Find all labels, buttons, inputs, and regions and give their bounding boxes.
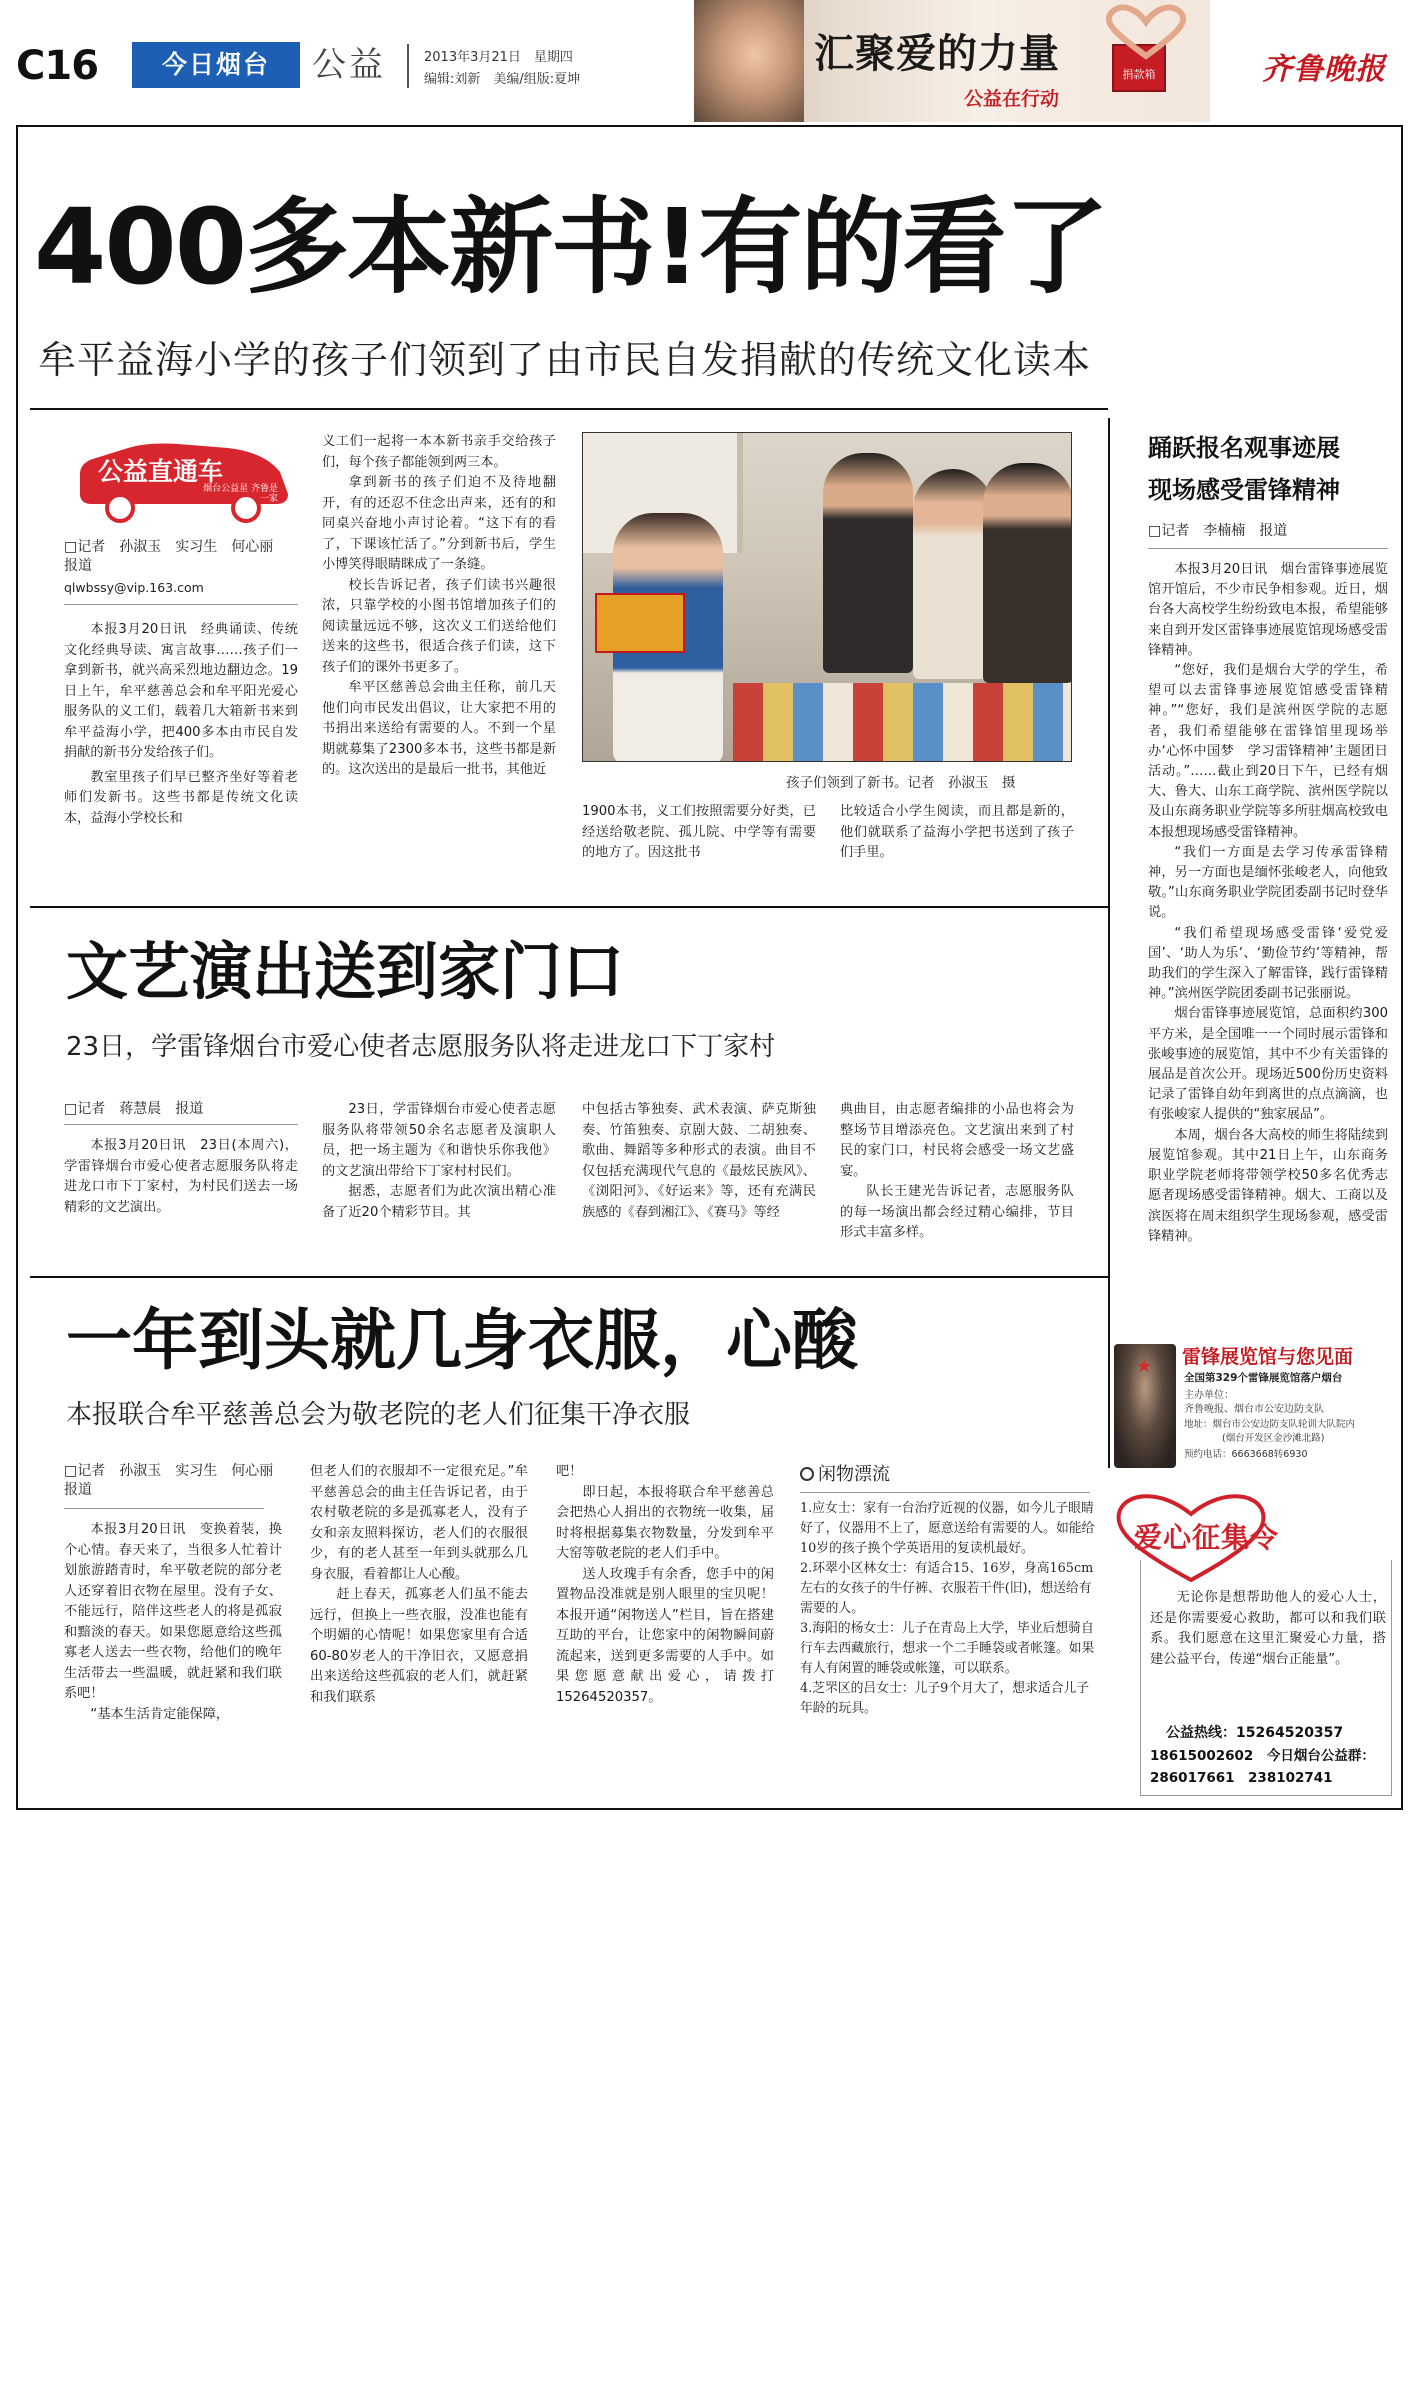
photo-caption: 孩子们领到了新书。记者 孙淑玉 摄 xyxy=(786,775,1016,791)
story3-col2 xyxy=(310,1462,528,1708)
story2-col4 xyxy=(840,1100,1074,1244)
love-title: 爱心征集令 xyxy=(1134,1521,1280,1554)
paragraph: “我们一方面是去学习传承雷锋精神，另一方面也是缅怀张峻老人，向他致敬。”山东商务职业学院团委副书记时登华说。 xyxy=(1148,844,1388,921)
heart-hands-icon xyxy=(1096,4,1196,60)
paragraph: 但老人们的衣服却不一定很充足。”牟平慈善总会的曲主任告诉记者，由于农村敬老院的多是孤寡老人，没有子女和亲友照料探访，老人们的衣服很少，有的老人甚至一年到头就那么几身衣服，看着都让人心酸。 xyxy=(310,1464,528,1582)
paragraph: 典曲目，由志愿者编排的小品也将会为整场节目增添亮色。文艺演出来到了村民的家门口，村民将会感受一场文艺盛宴。 xyxy=(840,1102,1074,1179)
ad-line-3: 齐鲁晚报、烟台市公安边防支队 xyxy=(1184,1404,1324,1415)
ad-line-6: 预约电话：6663668转6930 xyxy=(1184,1449,1308,1460)
story3-subhead: 本报联合牟平慈善总会为敬老院的老人们征集干净衣服 xyxy=(66,1400,691,1430)
paragraph: “基本生活肯定能保障， xyxy=(90,1706,230,1722)
paragraph: 23日，学雷锋烟台市爱心使者志愿服务队将带领50余名志愿者及演职人员，把一场主题为《和谐快乐你我他》的文艺演出带给下丁家村村民们。 xyxy=(322,1102,556,1179)
love-notice xyxy=(1106,1490,1396,1802)
ad-line-4: 地址：烟台市公安边防支队轮训大队院内 xyxy=(1184,1419,1356,1430)
story3-byline-rule xyxy=(64,1508,264,1509)
paragraph: 无论你是想帮助他人的爱心人士，还是你需要爱心救助，都可以和我们联系。我们愿意在这里汇聚爱心力量，搭建公益平台，传递“烟台正能量”。 xyxy=(1150,1590,1386,1667)
paragraph: 校长告诉记者，孩子们读书兴趣很浓，只靠学校的小图书馆增加孩子们的阅读量远远不够，这次义工们送给他们送来的这些书，很适合孩子们读，这下孩子们的课外书更多了。 xyxy=(322,577,556,675)
story1-top-rule xyxy=(30,408,1108,410)
story2-col2 xyxy=(322,1100,556,1223)
logo-title: 公益直通车 xyxy=(98,457,224,486)
issue-date: 2013年3月21日 星期四 xyxy=(424,50,573,65)
paragraph: 拿到新书的孩子们迫不及待地翻开，有的还忍不住念出声来，还有的和同桌兴奋地小声讨论着。“这下有的看了，下课该忙活了。”分到新书后，学生小博笑得眼睛眯成了一条缝。 xyxy=(322,475,556,572)
paragraph: 本周，烟台各大高校的师生将陆续到展览馆参观。其中21日上午，山东商务职业学院老师将带领学校50多名优秀志愿者现场感受雷锋精神。烟大、工商以及滨医将在周末组织学生现场参观，感受雷锋精神。 xyxy=(1148,1127,1388,1244)
story2-byline: □记者 蒋慧晨 报道 xyxy=(64,1101,204,1117)
topic-label: 公益 xyxy=(312,45,386,85)
photo-adult-3 xyxy=(983,463,1072,683)
photo-book xyxy=(595,593,685,653)
story1-col2 xyxy=(322,432,556,781)
sidebar-title-1: 踊跃报名观事迹展 xyxy=(1148,434,1340,462)
story1-headline: 400多本新书!有的看了 xyxy=(34,186,1107,308)
paragraph: 义工们一起将一本本新书亲手交给孩子们，每个孩子都能领到两三本。 xyxy=(322,434,556,470)
idle-items-list xyxy=(800,1499,1096,1719)
photo-adult-1 xyxy=(823,453,913,673)
ad-line-1: 全国第329个雷锋展览馆落户烟台 xyxy=(1184,1372,1343,1384)
sidebar-byline-rule xyxy=(1148,548,1388,549)
paragraph: 1900本书，义工们按照需要分好类，已经送给敬老院、孤儿院、中学等有需要的地方了。因这批书 xyxy=(582,804,816,860)
paragraph: 送人玫瑰手有余香，您手中的闲置物品没准就是别人眼里的宝贝呢！本报开通“闲物送人”栏目，旨在搭建互助的平台，让您家中的闲物瞬间蔚流起来，送到更多需要的人手中。如果您愿意献出爱心，请拨打15264520357。 xyxy=(556,1566,774,1705)
sidebar-body xyxy=(1148,560,1388,1247)
paragraph: 牟平区慈善总会曲主任称，前几天他们向市民发出倡议，让大家把不用的书捐出来送给有需要的人。不到一个星期就募集了2300多本书，这些书都是新的。这次送出的是最后一批书，其他近 xyxy=(322,680,556,777)
paragraph: 据悉，志愿者们为此次演出精心准备了近20个精彩节目。其 xyxy=(322,1184,556,1220)
story2-col3 xyxy=(582,1100,816,1223)
paper-logo: 齐鲁晚报 xyxy=(1262,52,1386,87)
paragraph: “您好，我们是烟台大学的学生，希望可以去雷锋事迹展览馆感受雷锋精神。”“您好，我们是滨州医学院的志愿者，我们希望能够在雷锋馆里现场举办‘心怀中国梦 学习雷锋精神’主题团日活动。”……截止到20日下午，已经有烟大、鲁大、山东工商学院、滨州医学院以及山东商务职业学院等多所驻烟高校致电本报想现场感受雷锋精神。 xyxy=(1148,663,1388,840)
paragraph: 烟台雷锋事迹展览馆，总面积约300平方米，是全国唯一一个同时展示雷锋和张峻事迹的展览馆，其中不少有关雷锋的展品是首次公开。现场近500份历史资料记录了雷锋自幼年到离世的点点滴滴，也有张峻家人提供的“独家展品”。 xyxy=(1148,1006,1388,1123)
banner-subtitle: 公益在行动 xyxy=(964,88,1060,110)
paragraph: 教室里孩子们早已整齐坐好等着老师们发新书。这些书都是传统文化读本，益海小学校长和 xyxy=(64,769,298,826)
paragraph: 即日起，本报将联合牟平慈善总会把热心人捐出的衣物统一收集，届时将根据募集衣物数量，分发到牟平大窑等敬老院的老人们手中。 xyxy=(556,1484,774,1561)
love-phones-1: 18615002602 今日烟台公益群： xyxy=(1150,1748,1375,1764)
story2-headline: 文艺演出送到家门口 xyxy=(66,935,625,1008)
paragraph: 比较适合小学生阅读，而且都是新的，他们就联系了益海小学把书送到了孩子们手里。 xyxy=(840,804,1074,860)
sidebar-divider xyxy=(1108,418,1110,1468)
sidebar-byline: □记者 李楠楠 报道 xyxy=(1148,523,1288,539)
story3-headline: 一年到头就几身衣服，心酸 xyxy=(66,1302,858,1379)
story2-byline-rule xyxy=(64,1124,298,1125)
paragraph: 本报3月20日讯 23日(本周六)，学雷锋烟台市爱心使者志愿服务队将走进龙口市下丁家村，为村民们送去一场精彩的文艺演出。 xyxy=(64,1138,298,1215)
paragraph: “我们希望现场感受雷锋‘爱党爱国’、‘助人为乐’、‘勤俭节约’等精神，帮助我们的学生深入了解雷锋，践行雷锋精神。”滨州医学院团委副书记张丽说。 xyxy=(1148,925,1388,1002)
ad-line-2: 主办单位： xyxy=(1184,1390,1234,1401)
leifeng-star-icon: ★ xyxy=(1136,1356,1153,1377)
photo-table-books xyxy=(733,683,1072,762)
circle-icon xyxy=(800,1467,814,1481)
idle-items-header xyxy=(800,1462,1096,1488)
logo-sub: 烟台公益星 齐鲁是一家 xyxy=(203,484,278,504)
story1-col4 xyxy=(840,802,1074,864)
section-name: 今日烟台 xyxy=(161,50,270,79)
story3-col1 xyxy=(64,1520,282,1725)
love-body xyxy=(1150,1588,1386,1670)
paragraph: 本报3月20日讯 烟台雷锋事迹展览馆开馆后，不少市民争相参观。近日，烟台各大高校学生纷纷致电本报，希望能够来自到开发区雷锋事迹展览馆现场感受雷锋精神。 xyxy=(1148,562,1388,658)
story1-col3 xyxy=(582,802,816,864)
story3-col3 xyxy=(556,1462,774,1708)
list-item: 1.应女士：家有一台治疗近视的仪器，如今儿子眼睛好了，仪器用不上了，愿意送给有需要的人。如能给10岁的孩子换个学英语用的复读机最好。 xyxy=(800,1501,1095,1556)
paragraph: 中包括古筝独奏、武术表演、萨克斯独奏、竹笛独奏、京剧大鼓、二胡独奏、歌曲、舞蹈等多种形式的表演。曲目不仅包括充满现代气息的《最炫民族风》、《浏阳河》、《好运来》等，还有充满民族感的《春到湘江》、《赛马》等经 xyxy=(582,1102,816,1220)
story1-subhead: 牟平益海小学的孩子们领到了由市民自发捐献的传统文化读本 xyxy=(38,338,1092,382)
paragraph: 队长王建光告诉记者，志愿服务队的每一场演出都会经过精心编排，节目形式丰富多样。 xyxy=(840,1184,1074,1240)
idle-items-box xyxy=(800,1462,1096,1719)
ad-line-5: (烟台开发区金沙滩北路) xyxy=(1222,1433,1325,1444)
byline-rule xyxy=(64,604,298,605)
paragraph: 本报3月20日讯 经典诵读、传统文化经典导读、寓言故事……孩子们一拿到新书，就兴高采烈地边翻边念。19日上午，牟平慈善总会和牟平阳光爱心服务队的义工们，载着几大箱新书来到牟平益海小学，把400多本由市民自发捐献的新书分发给孩子们。 xyxy=(64,622,298,760)
story1-email: qlwbssy@vip.163.com xyxy=(64,580,204,595)
sidebar-title-2: 现场感受雷锋精神 xyxy=(1148,476,1340,504)
love-phones-2: 286017661 238102741 xyxy=(1150,1770,1333,1786)
list-item: 4.芝罘区的吕女士：儿子9个月大了，想求适合儿子年龄的玩具。 xyxy=(800,1681,1090,1716)
story3-top-rule xyxy=(30,1276,1108,1278)
banner xyxy=(694,0,1210,122)
ad-title: 雷锋展览馆与您见面 xyxy=(1182,1346,1354,1368)
love-hotline: 公益热线：15264520357 xyxy=(1166,1725,1344,1741)
story2-subhead: 23日，学雷锋烟台市爱心使者志愿服务队将走进龙口下丁家村 xyxy=(66,1032,776,1062)
list-item: 2.环翠小区林女士：有适合15、16岁，身高165cm左右的女孩子的牛仔裤、衣服若干件(旧)，想送给有需要的人。 xyxy=(800,1561,1094,1616)
paragraph: 吧！ xyxy=(556,1464,583,1479)
issue-editors: 编辑:刘新 美编/组版:夏坤 xyxy=(424,72,581,87)
story1-col1 xyxy=(64,620,298,829)
banner-title: 汇聚爱的力量 xyxy=(814,31,1060,77)
leifeng-exhibition-ad xyxy=(1112,1338,1394,1472)
story3-byline: □记者 孙淑玉 实习生 何心丽 报道 xyxy=(64,1463,288,1498)
section-badge xyxy=(132,42,300,88)
page-number: C16 xyxy=(16,43,99,89)
page-header xyxy=(0,0,1417,125)
banner-child-photo xyxy=(694,0,804,122)
banner-box-label: 捐款箱 xyxy=(1122,68,1156,81)
news-photo xyxy=(582,432,1072,762)
story2-top-rule xyxy=(30,906,1108,908)
photo-adult-2 xyxy=(913,469,993,679)
paragraph: 赶上春天，孤寡老人们虽不能去远行，但换上一些衣服，没准也能有个明媚的心情呢！如果您家里有合适60-80岁老人的干净旧衣，又愿意捐出来送给这些孤寂的老人们，就赶紧和我们联系 xyxy=(310,1587,528,1705)
story1-byline: □记者 孙淑玉 实习生 何心丽 报道 xyxy=(64,539,288,574)
story2-col1 xyxy=(64,1136,298,1218)
charity-express-logo xyxy=(68,440,294,524)
idle-items-rule xyxy=(800,1492,1090,1493)
paragraph: 本报3月20日讯 变换着装，换个心情。春天来了，当很多人忙着计划旅游踏青时，牟平敬老院的部分老人还穿着旧衣物在屋里。没有子女、不能远行，陪伴这些老人的将是孤寂和黯淡的春天。如果您愿意给这些孤寡老人送去一些衣物，给他们的晚年生活带去一些温暖，就赶紧和我们联系吧！ xyxy=(64,1522,282,1701)
list-item: 3.海阳的杨女士：儿子在青岛上大学，毕业后想骑自行车去西藏旅行，想求一个二手睡袋或者帐篷。如果有人有闲置的睡袋或帐篷，可以联系。 xyxy=(800,1621,1095,1676)
header-divider xyxy=(407,44,409,88)
idle-items-title: 闲物漂流 xyxy=(818,1464,890,1485)
